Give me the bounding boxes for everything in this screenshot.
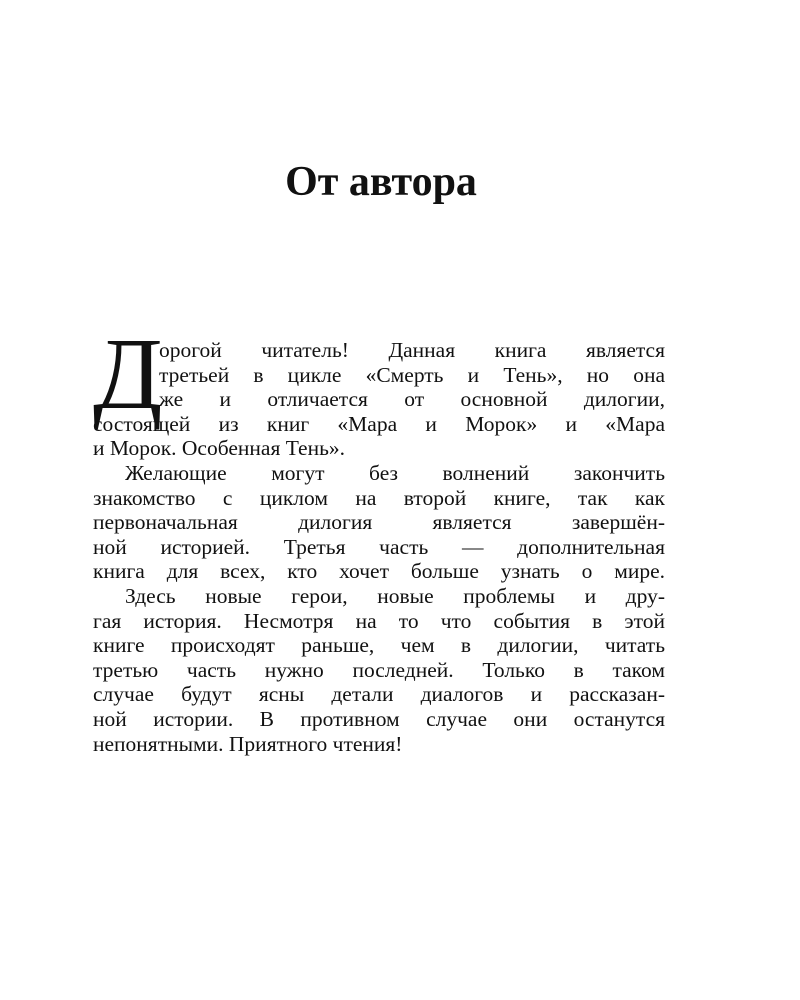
- text-line: состоящей из книг «Мара и Морок» и «Мара: [93, 411, 665, 436]
- text-line: ной истории. В противном случае они останутся: [93, 706, 665, 731]
- text-line: гая история. Несмотря на то что события в этой: [93, 608, 665, 633]
- text-line: знакомство с циклом на второй книге, так как: [93, 485, 665, 510]
- text-line: Желающие могут без волнений закончить: [125, 460, 665, 485]
- text-line: книге происходят раньше, чем в дилогии, читать: [93, 633, 665, 658]
- text-line: книга для всех, кто хочет больше узнать о мире.: [93, 559, 665, 584]
- drop-cap: Д: [93, 318, 163, 431]
- text-line: третью часть нужно последней. Только в таком: [93, 657, 665, 682]
- text-line: случае будут ясны детали диалогов и рассказан-: [93, 682, 665, 707]
- text-line: Здесь новые герои, новые проблемы и дру-: [125, 583, 665, 608]
- text-line: третьей в цикле «Смерть и Тень», но она: [159, 362, 665, 387]
- page-title: От автора: [285, 159, 477, 205]
- text-line: непонятными. Приятного чтения!: [93, 731, 403, 756]
- body-text: [93, 338, 665, 756]
- text-line: ной историей. Третья часть — дополнительная: [93, 534, 665, 559]
- text-line: орогой читатель! Данная книга является: [159, 338, 665, 362]
- text-line: первоначальная дилогия является завершён-: [93, 510, 665, 535]
- text-line: и Морок. Особенная Тень».: [93, 436, 346, 461]
- text-line: же и отличается от основной дилогии,: [159, 387, 665, 412]
